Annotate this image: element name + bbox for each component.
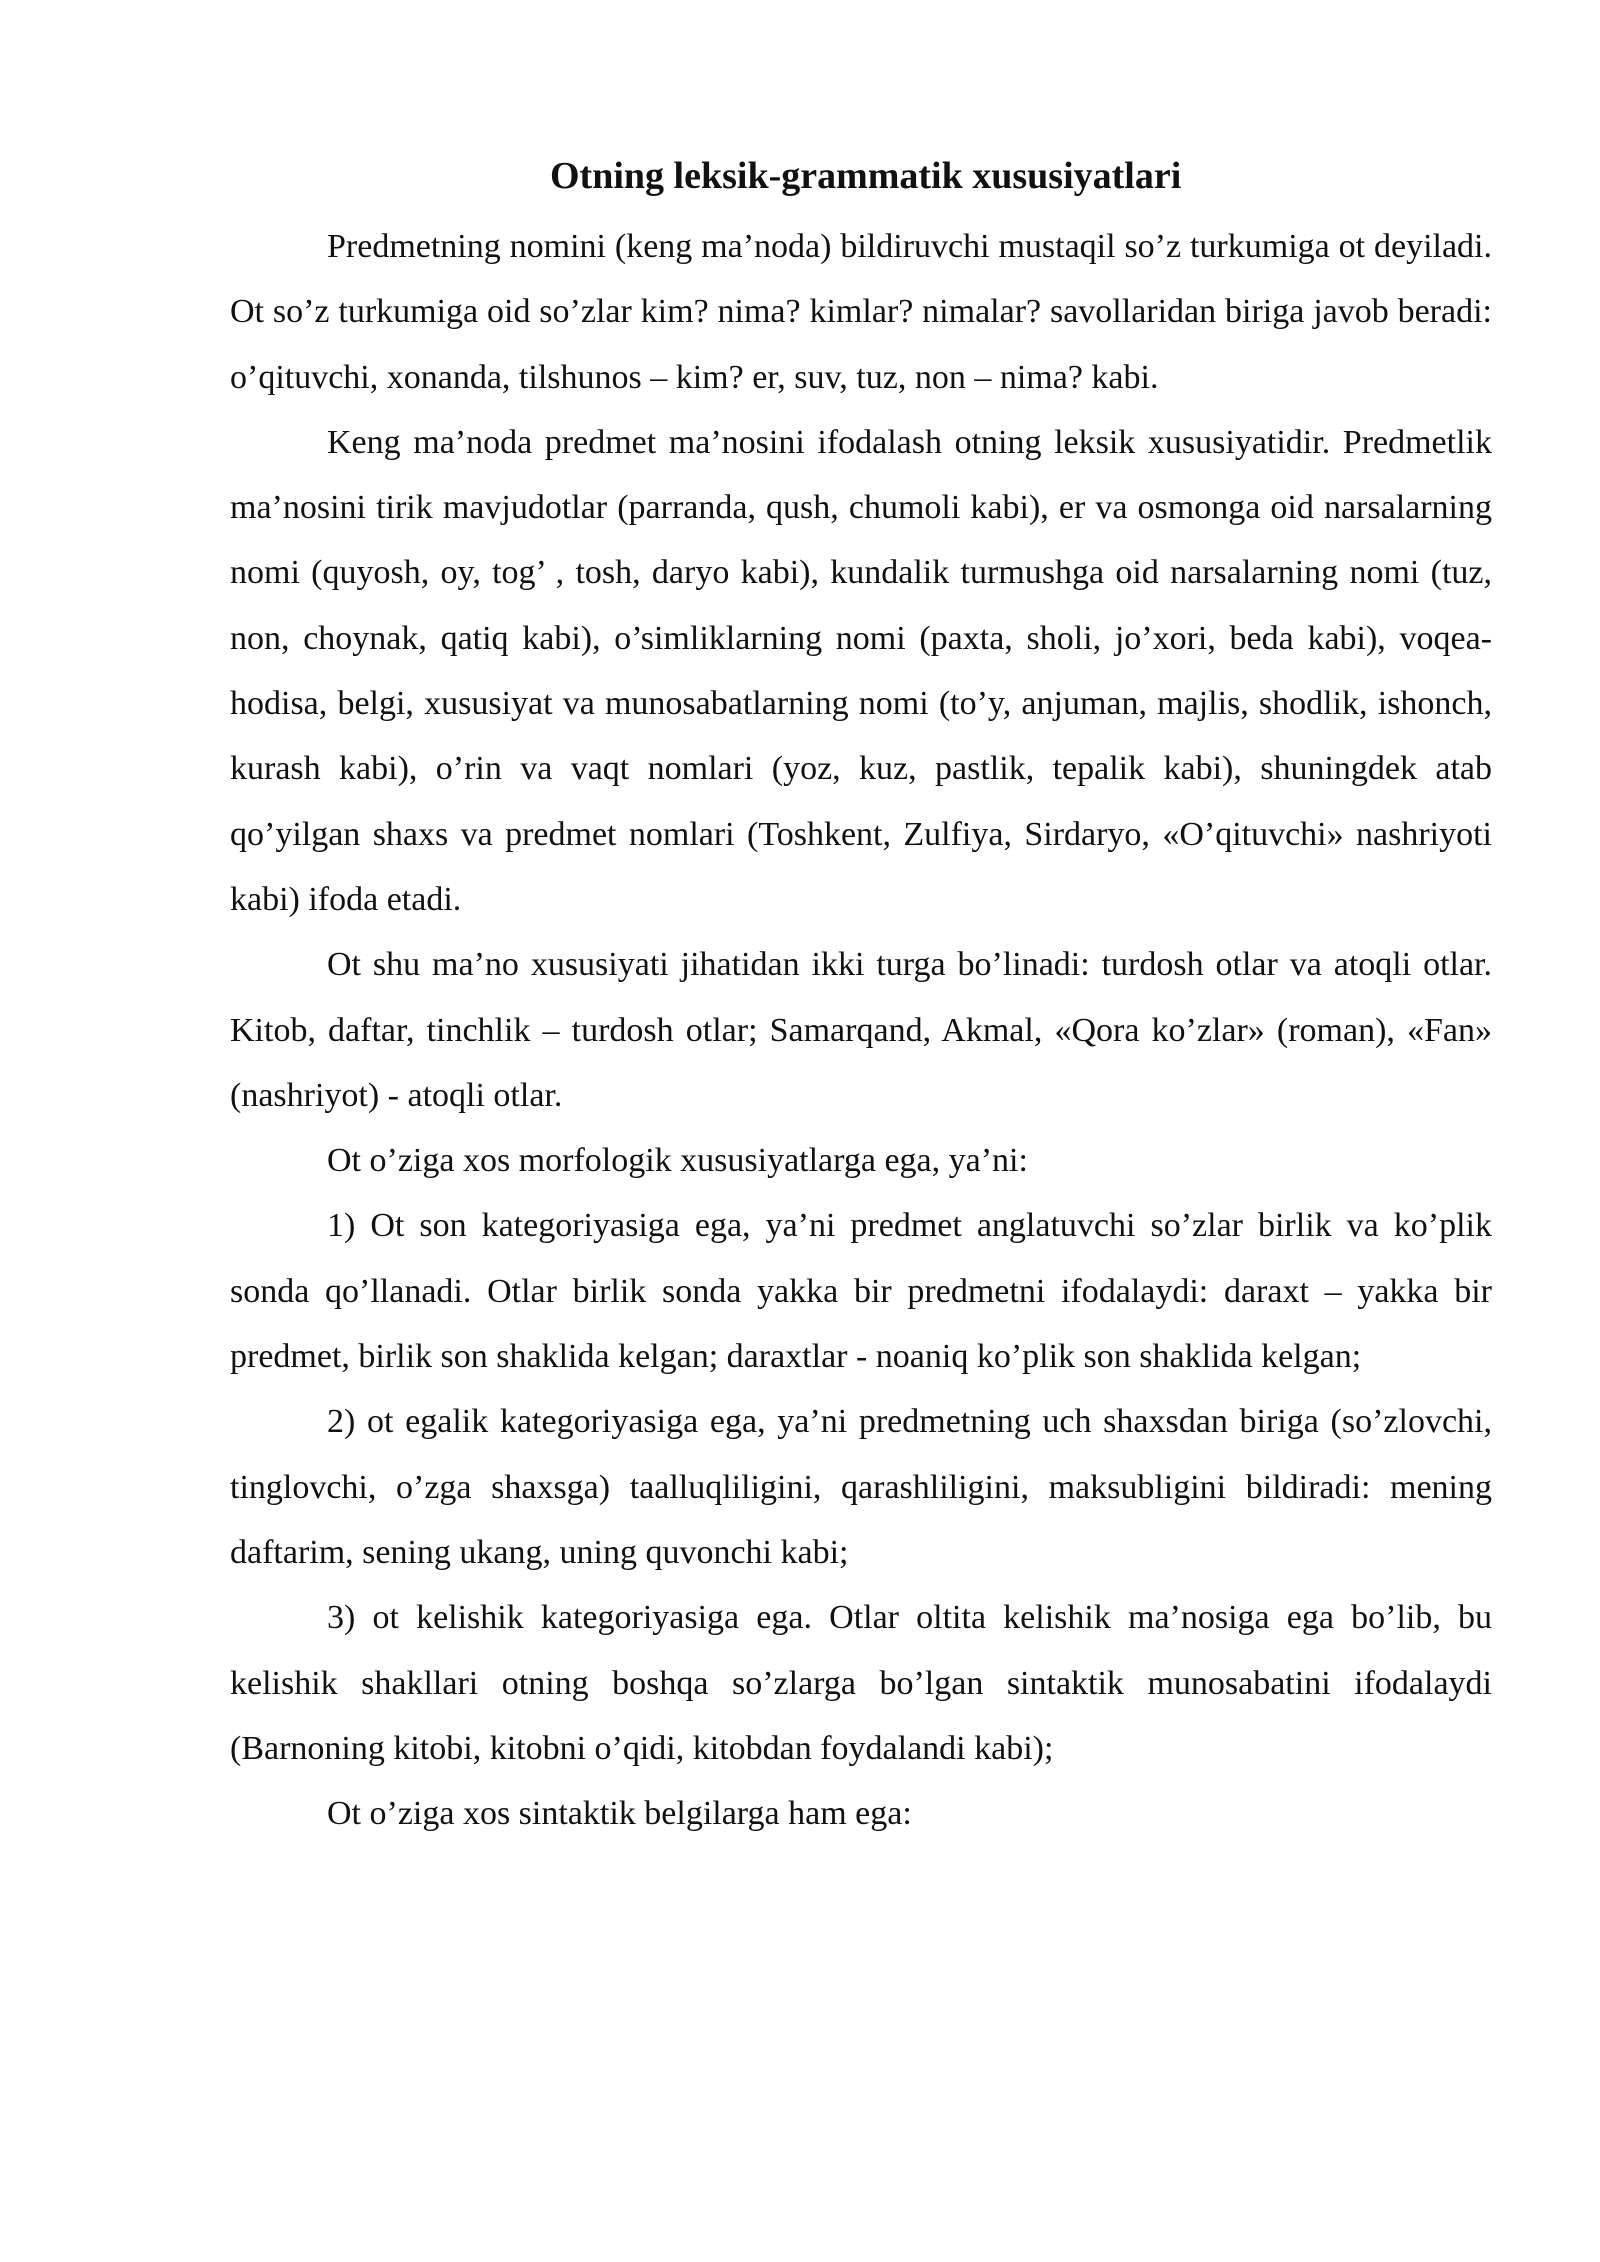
document-body xyxy=(230,150,1492,1846)
paragraph-case-category: 3) ot kelishik kategoriyasiga ega. Otlar oltita kelishik ma’nosiga ega bo’lib, bu kelishik shakllari otning boshqa so’zlarga bo’lgan sintaktik munosabatini ifodalaydi (Barnoning kitobi, kitobni o’qidi, kitobdan foydalandi kabi); xyxy=(230,1599,1492,1767)
paragraph-noun-types: Ot shu ma’no xususiyati jihatidan ikki turga bo’linadi: turdosh otlar va atoqli otlar. Kitob, daftar, tinchlik – turdosh otlar; Samarqand, Akmal, «Qora ko’zlar» (roman), «Fan» (nashriyot) - atoqli otlar. xyxy=(230,946,1492,1114)
document-title: Otning leksik-grammatik xususiyatlari xyxy=(550,155,1182,197)
paragraph-syntax-intro: Ot o’ziga xos sintaktik belgilarga ham ega: xyxy=(327,1795,912,1833)
paragraph-number-category: 1) Ot son kategoriyasiga ega, ya’ni predmet anglatuvchi so’zlar birlik va ko’plik sonda qo’llanadi. Otlar birlik sonda yakka bir predmetni ifodalaydi: daraxt – yakka bir predmet, birlik son shaklida kelgan; daraxtlar - noaniq ko’plik son shaklida kelgan; xyxy=(230,1207,1492,1376)
paragraph-lexical-meaning: Keng ma’noda predmet ma’nosini ifodalash otning leksik xususiyatidir. Predmetlik ma’nosini tirik mavjudotlar (parranda, qush, chumoli kabi), er va osmonga oid narsalarning nomi (quyosh, oy, tog’ , tosh, daryo kabi), kundalik turmushga oid narsalarning nomi (tuz, non, choynak, qatiq kabi), o’simliklarning nomi (paxta, sholi, jo’xori, beda kabi), voqea-hodisa, belgi, xususiyat va munosabatlarning nomi (to’y, anjuman, majlis, shodlik, ishonch, kurash kabi), o’rin va vaqt nomlari (yoz, kuz, pastlik, tepalik kabi), shuningdek atab qo’yilgan shaxs va predmet nomlari (Toshkent, Zulfiya, Sirdaryo, «O’qituvchi» nashriyoti kabi) ifoda etadi. xyxy=(230,423,1492,918)
paragraph-possessive-category: 2) ot egalik kategoriyasiga ega, ya’ni predmetning uch shaxsdan biriga (so’zlovchi, tinglovchi, o’zga shaxsga) taalluqliligini, qarashliligini, maksubligini bildiradi: mening daftarim, sening ukang, uning quvonchi kabi; xyxy=(230,1403,1492,1571)
paragraph-morphology-intro: Ot o’ziga xos morfologik xususiyatlarga ega, ya’ni: xyxy=(327,1142,1028,1180)
paragraph-definition: Predmetning nomini (keng ma’noda) bildiruvchi mustaqil so’z turkumiga ot deyiladi. Ot so’z turkumiga oid so’zlar kim? nima? kimlar? nimalar? savollaridan biriga javob beradi: o’qituvchi, xonanda, tilshunos – kim? er, suv, tuz, non – nima? kabi. xyxy=(230,228,1492,396)
